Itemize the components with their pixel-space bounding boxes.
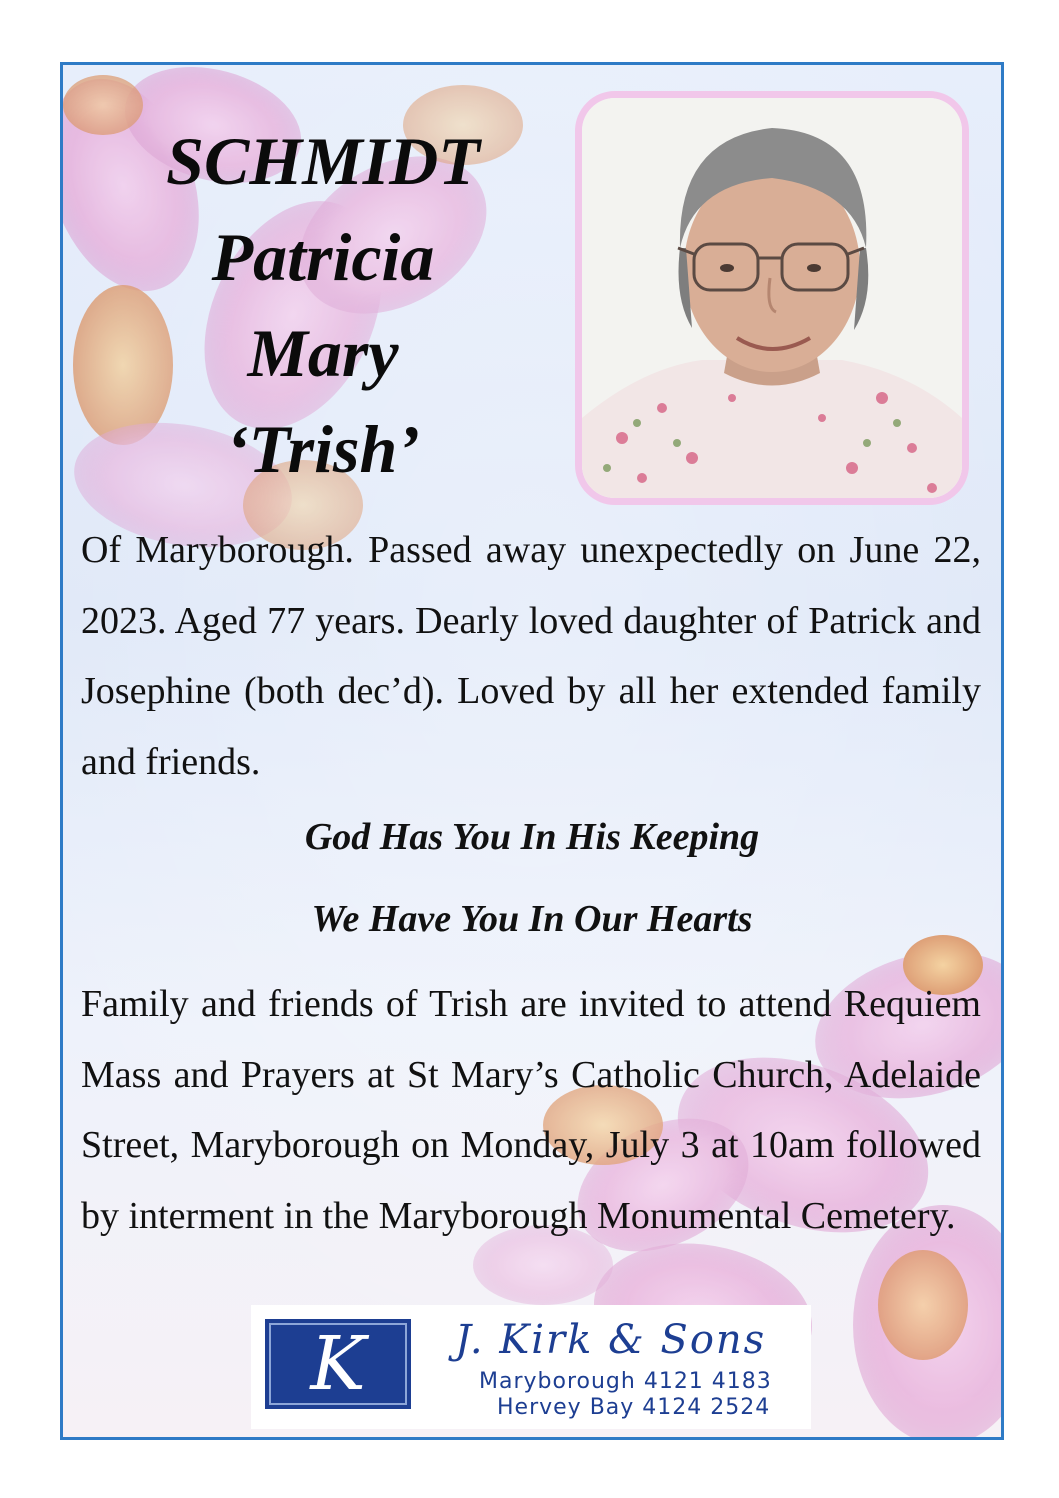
- funeral-details-paragraph: Family and friends of Trish are invited to attend Requiem Mass and Prayers at St Mary’s Catholic Church, Adelaide Street, Maryborough on Monday, July 3 at 10am followed by interment in the Maryborough Monumental Cemetery.: [81, 983, 981, 1237]
- portrait-photo: [575, 91, 969, 505]
- funeral-director-name: J. Kirk & Sons: [455, 1317, 767, 1363]
- middle-name: Mary: [247, 315, 399, 391]
- first-name: Patricia: [211, 219, 435, 295]
- verse-line-1: God Has You In His Keeping: [304, 816, 760, 858]
- obituary-paragraph: Of Maryborough. Passed away unexpectedly on June 22, 2023. Aged 77 years. Dearly loved daughter of Patrick and Josephine (both dec’d). Loved by all her extended family and friends.: [81, 529, 981, 783]
- phone-hervey-bay: Hervey Bay 4124 2524: [497, 1395, 771, 1420]
- surname: SCHMIDT: [166, 123, 480, 199]
- deceased-name: [103, 113, 543, 497]
- monogram-badge: [265, 1319, 411, 1409]
- verse-line-2: We Have You In Our Hearts: [311, 898, 753, 940]
- notice-frame: [60, 62, 1004, 1440]
- nickname: ‘Trish’: [226, 411, 420, 487]
- monogram-letter: K: [310, 1321, 366, 1407]
- phone-maryborough: Maryborough 4121 4183: [479, 1369, 772, 1394]
- funeral-director-logo: [251, 1305, 811, 1429]
- portrait-image: [582, 98, 962, 498]
